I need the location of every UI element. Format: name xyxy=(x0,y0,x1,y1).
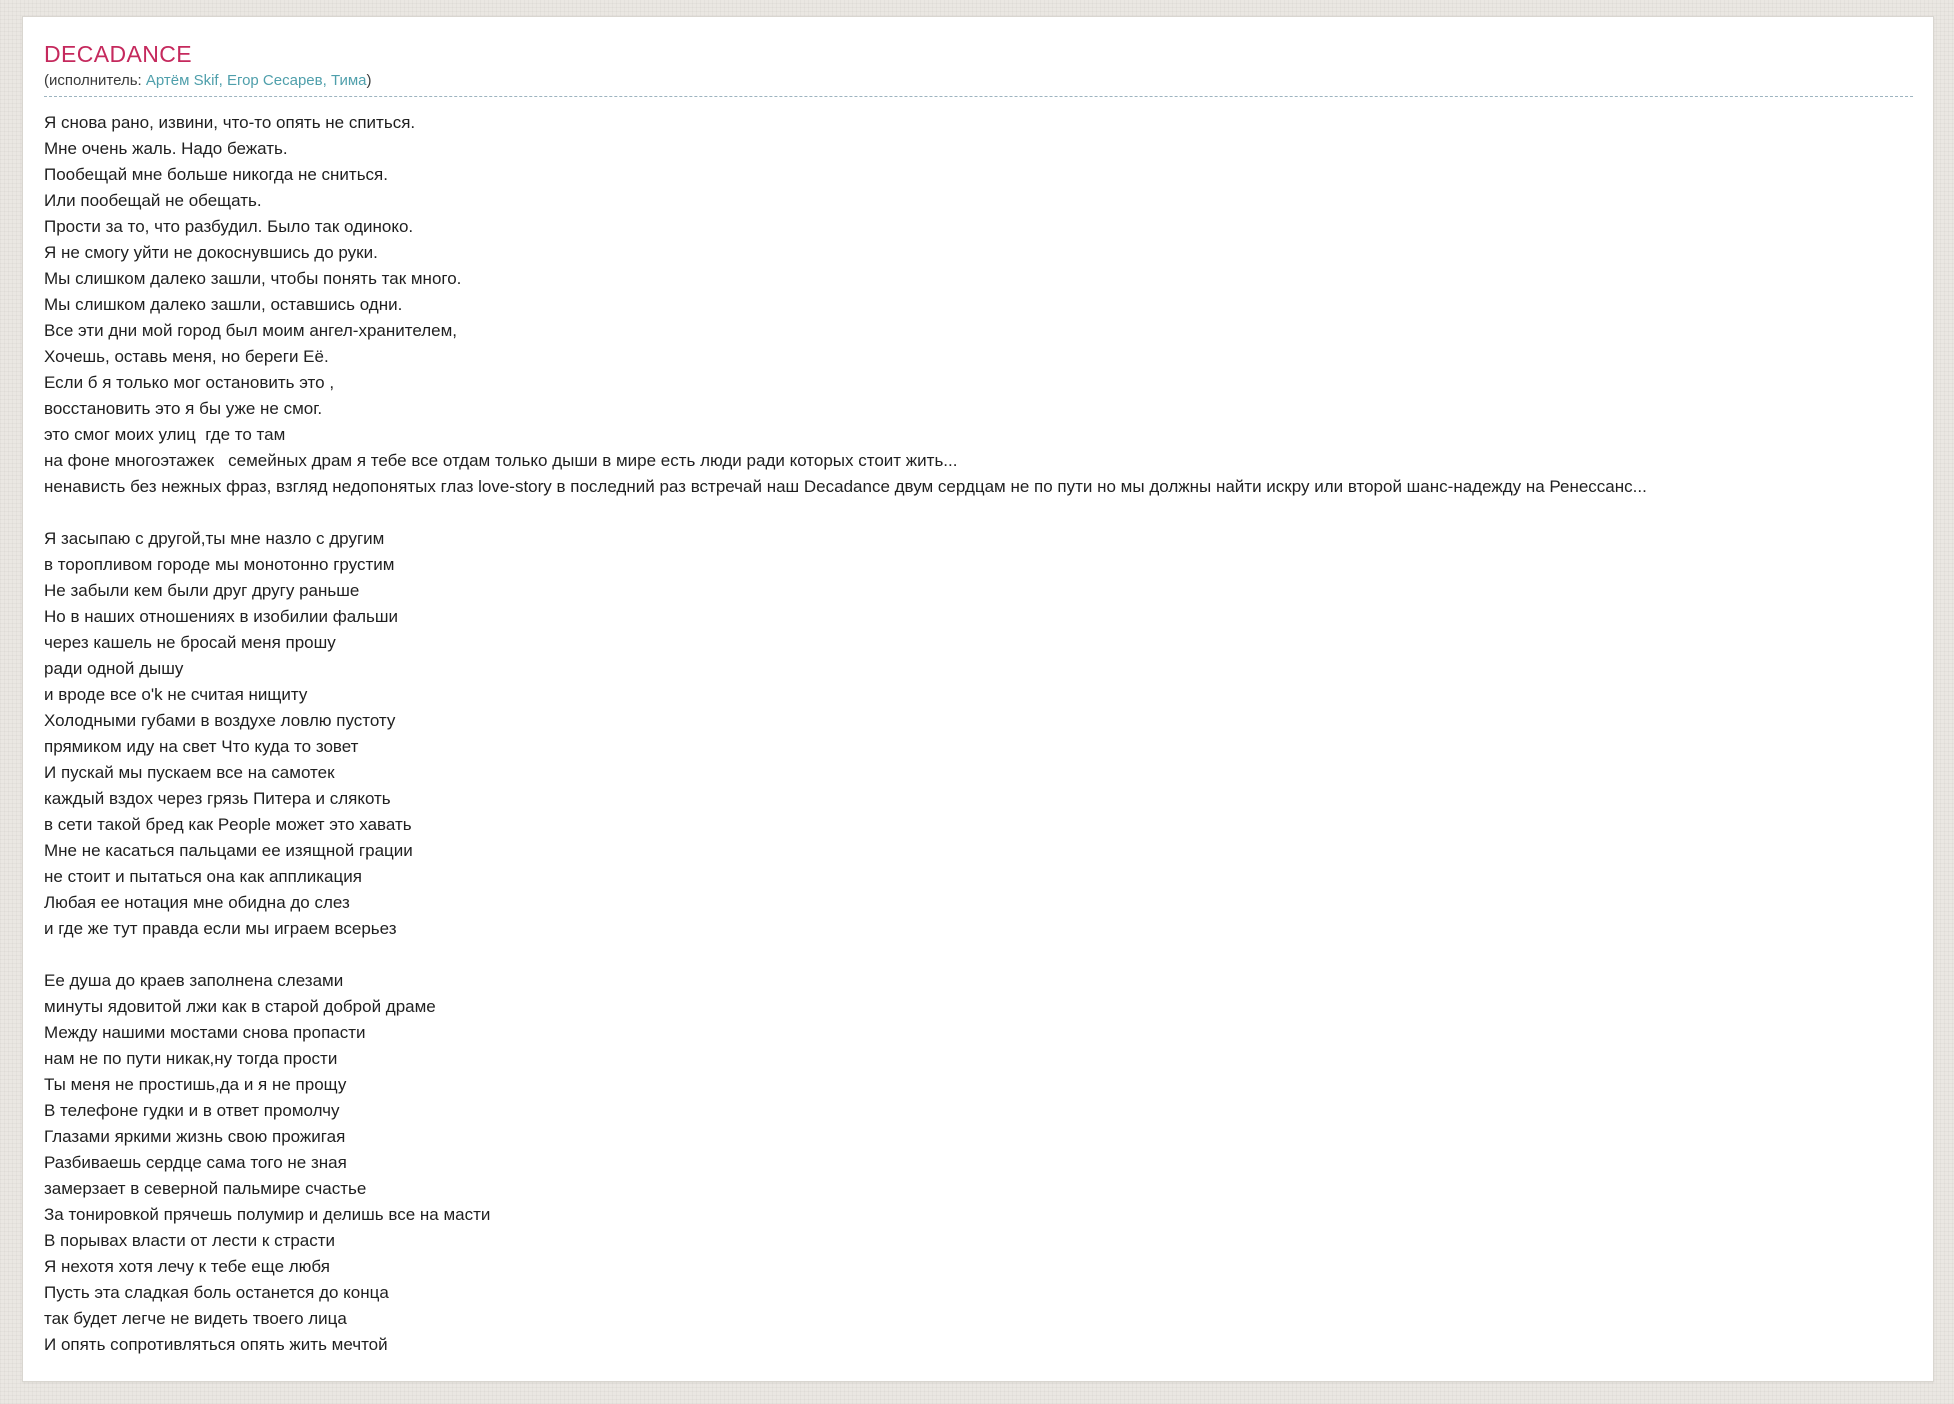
lyric-line: каждый вздох через грязь Питера и слякоть xyxy=(44,789,391,808)
lyric-line: Хочешь, оставь меня, но береги Её. xyxy=(44,347,329,366)
lyric-line: Глазами яркими жизнь свою прожигая xyxy=(44,1127,346,1146)
lyric-line: восстановить это я бы уже не смог. xyxy=(44,399,323,418)
lyric-line: И пускай мы пускаем все на самотек xyxy=(44,763,335,782)
lyric-line: Мне очень жаль. Надо бежать. xyxy=(44,139,288,158)
lyric-line: Любая ее нотация мне обидна до слез xyxy=(44,893,350,912)
lyric-line: И опять сопротивляться опять жить мечтой xyxy=(44,1335,388,1354)
lyric-line: Я не смогу уйти не докоснувшись до руки. xyxy=(44,243,378,262)
performer-line xyxy=(44,72,1913,89)
lyric-line: ненависть без нежных фраз, взгляд недопонятых глаз love-story в последний раз встречай наш Decadance двум сердцам не по пути но мы должны найти искру или второй шанс-надежду на Ренессанс... xyxy=(44,477,1647,496)
lyric-line: замерзает в северной пальмире счастье xyxy=(44,1179,367,1198)
lyric-line: Ее душа до краев заполнена слезами xyxy=(44,971,344,990)
performer-suffix: ) xyxy=(366,72,372,89)
lyric-line: Прости за то, что разбудил. Было так одиноко. xyxy=(44,217,414,236)
performer-links: Артём Skif, Егор Сесарев, Тима xyxy=(145,72,367,89)
lyric-line: Пусть эта сладкая боль останется до конца xyxy=(44,1283,389,1302)
lyric-line: Холодными губами в воздухе ловлю пустоту xyxy=(44,711,396,730)
performer-link[interactable]: Артём Skif xyxy=(145,72,219,89)
lyric-line: в сети такой бред как People может это хавать xyxy=(44,815,412,834)
lyric-line: Я засыпаю с другой,ты мне назло с другим xyxy=(44,529,385,548)
lyric-line: через кашель не бросай меня прошу xyxy=(44,633,336,652)
lyrics-text xyxy=(44,110,1913,1358)
performer-label: (исполнитель: xyxy=(44,72,146,89)
lyric-line: Но в наших отношениях в изобилии фальши xyxy=(44,607,399,626)
lyric-line: на фоне многоэтажек семейных драм я тебе все отдам только дыши в мире есть люди ради которых стоит жить... xyxy=(44,451,958,470)
lyric-line: минуты ядовитой лжи как в старой доброй драме xyxy=(44,997,436,1016)
lyrics-card xyxy=(22,16,1934,1382)
lyric-line: это смог моих улиц где то там xyxy=(44,425,286,444)
lyric-line: Если б я только мог остановить это , xyxy=(44,373,335,392)
lyric-line: Ты меня не простишь,да и я не прощу xyxy=(44,1075,347,1094)
stanza xyxy=(44,110,1913,500)
dashed-separator xyxy=(44,96,1913,97)
lyric-line: Разбиваешь сердце сама того не зная xyxy=(44,1153,347,1172)
stanza xyxy=(44,968,1913,1358)
lyric-line: За тонировкой прячешь полумир и делишь все на масти xyxy=(44,1205,491,1224)
performer-link[interactable]: Егор Сесарев xyxy=(226,72,323,89)
lyric-line: Я снова рано, извини, что-то опять не спиться. xyxy=(44,113,416,132)
lyric-line: прямиком иду на свет Что куда то зовет xyxy=(44,737,359,756)
lyric-line: Или пообещай не обещать. xyxy=(44,191,262,210)
song-title: DECADANCE xyxy=(44,41,193,67)
performer-link[interactable]: Тима xyxy=(330,72,367,89)
lyric-line: Не забыли кем были друг другу раньше xyxy=(44,581,360,600)
lyric-line: ради одной дышу xyxy=(44,659,184,678)
stanza xyxy=(44,526,1913,942)
lyric-line: в торопливом городе мы монотонно грустим xyxy=(44,555,395,574)
lyric-line: Все эти дни мой город был моим ангел-хранителем, xyxy=(44,321,458,340)
lyric-line: и где же тут правда если мы играем всерьез xyxy=(44,919,397,938)
lyric-line: нам не по пути никак,ну тогда прости xyxy=(44,1049,338,1068)
lyric-line: В телефоне гудки и в ответ промолчу xyxy=(44,1101,340,1120)
lyric-line: Мне не касаться пальцами ее изящной грации xyxy=(44,841,413,860)
lyric-line: и вроде все o'k не считая нищиту xyxy=(44,685,308,704)
lyric-line: не стоит и пытаться она как аппликация xyxy=(44,867,362,886)
lyric-line: Пообещай мне больше никогда не сниться. xyxy=(44,165,388,184)
lyric-line: Мы слишком далеко зашли, чтобы понять так много. xyxy=(44,269,462,288)
lyric-line: Я нехотя хотя лечу к тебе еще любя xyxy=(44,1257,330,1276)
lyric-line: В порывах власти от лести к страсти xyxy=(44,1231,336,1250)
lyric-line: Мы слишком далеко зашли, оставшись одни. xyxy=(44,295,403,314)
lyric-line: так будет легче не видеть твоего лица xyxy=(44,1309,347,1328)
lyric-line: Между нашими мостами снова пропасти xyxy=(44,1023,366,1042)
